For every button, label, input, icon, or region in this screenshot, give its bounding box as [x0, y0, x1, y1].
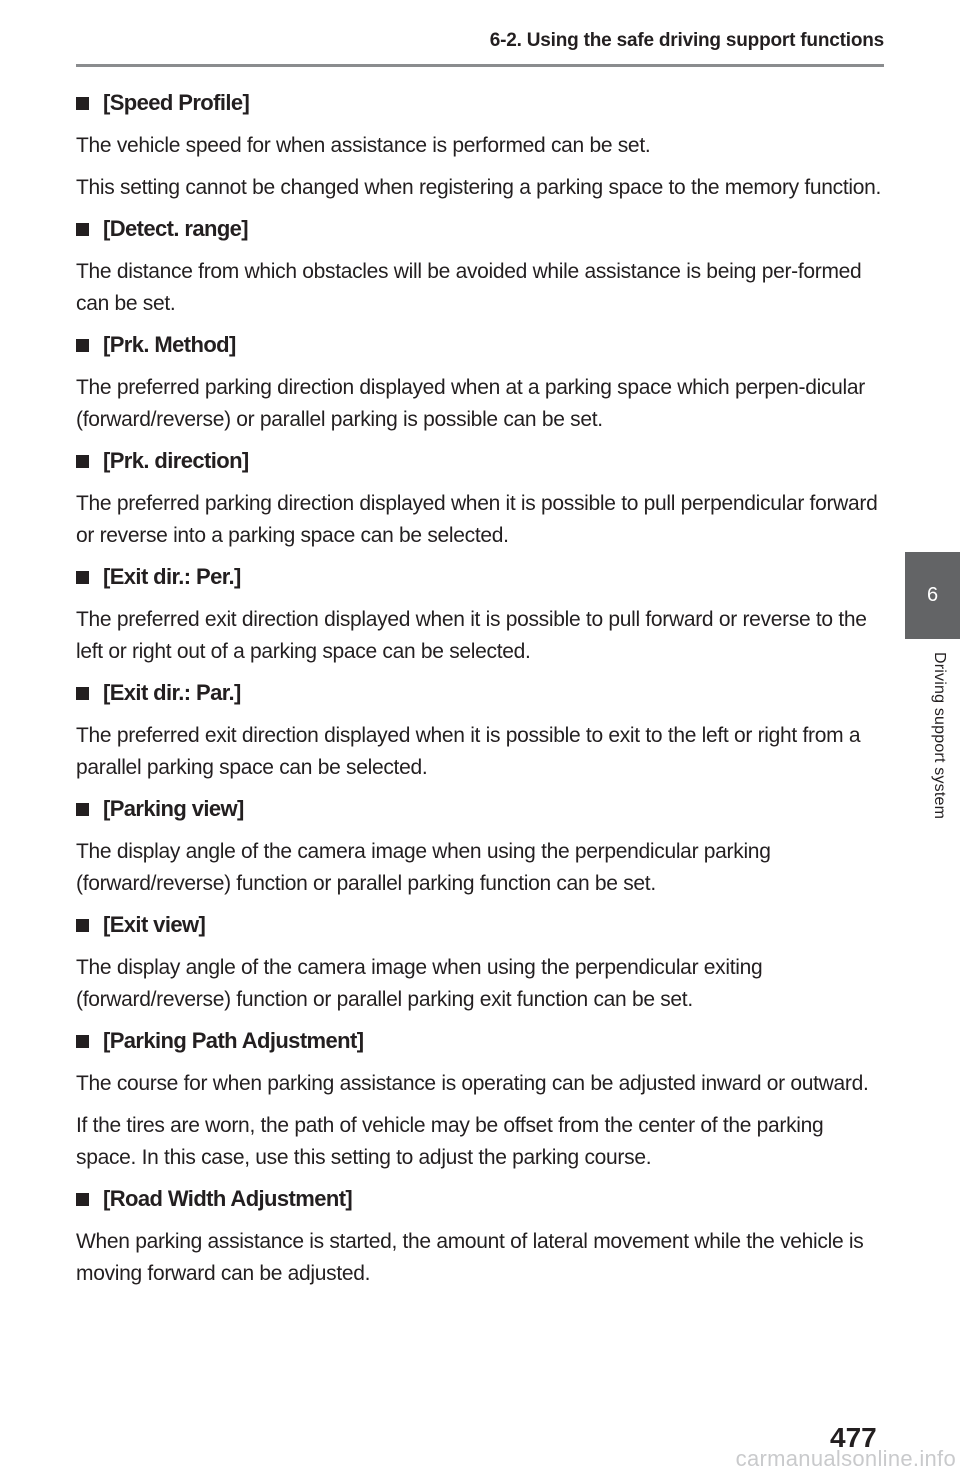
section-exit-dir-per — [76, 562, 886, 668]
paragraph: The display angle of the camera image when using the perpendicular exiting (forward/reverse) function or parallel parking exit function can be set. — [76, 956, 763, 1011]
section-detect-range — [76, 214, 886, 320]
section-exit-view — [76, 910, 886, 1016]
section-heading — [76, 678, 886, 708]
paragraph: The display angle of the camera image when using the perpendicular parking (forward/reverse) function or parallel parking function can be set. — [76, 840, 771, 895]
square-bullet-icon — [76, 339, 89, 352]
section-title: [Exit dir.: Per.] — [103, 564, 241, 589]
paragraph: The preferred exit direction displayed when it is possible to exit to the left or right from a parallel parking space can be selected. — [76, 724, 861, 779]
section-title: [Detect. range] — [103, 216, 249, 241]
watermark: carmanualsonline.info — [735, 1446, 956, 1471]
section-parking-path-adjustment — [76, 1026, 886, 1174]
section-title: [Parking view] — [103, 796, 244, 821]
section-parking-view — [76, 794, 886, 900]
section-heading — [76, 794, 886, 824]
section-prk-direction — [76, 446, 886, 552]
square-bullet-icon — [76, 455, 89, 468]
section-speed-profile — [76, 88, 886, 204]
square-bullet-icon — [76, 571, 89, 584]
section-title: [Exit dir.: Par.] — [103, 680, 241, 705]
chapter-label: Driving support system — [931, 652, 948, 820]
section-prk-method — [76, 330, 886, 436]
chapter-tab — [905, 552, 960, 639]
section-exit-dir-par — [76, 678, 886, 784]
header-rule — [76, 64, 884, 67]
running-header: 6-2. Using the safe driving support functions — [489, 30, 884, 51]
section-heading — [76, 446, 886, 476]
section-heading — [76, 330, 886, 360]
section-title: [Exit view] — [103, 912, 206, 937]
paragraph: The preferred parking direction displayed when it is possible to pull perpendicular forward or reverse into a parking space can be selected. — [76, 492, 878, 547]
square-bullet-icon — [76, 223, 89, 236]
paragraph: This setting cannot be changed when registering a parking space to the memory function. — [76, 176, 882, 199]
paragraph: The course for when parking assistance is operating can be adjusted inward or outward. — [76, 1072, 869, 1095]
section-heading — [76, 910, 886, 940]
square-bullet-icon — [76, 687, 89, 700]
section-heading — [76, 214, 886, 244]
square-bullet-icon — [76, 1193, 89, 1206]
paragraph: The preferred parking direction displayed when at a parking space which perpen-dicular (forward/reverse) or parallel parking is possible can be set. — [76, 376, 865, 431]
section-road-width-adjustment — [76, 1184, 886, 1290]
paragraph: If the tires are worn, the path of vehicle may be offset from the center of the parking space. In this case, use this setting to adjust the parking course. — [76, 1114, 824, 1169]
square-bullet-icon — [76, 1035, 89, 1048]
section-title: [Prk. Method] — [103, 332, 236, 357]
section-heading — [76, 1184, 886, 1214]
section-title: [Speed Profile] — [103, 90, 250, 115]
section-heading — [76, 1026, 886, 1056]
section-heading — [76, 88, 886, 118]
chapter-number: 6 — [926, 584, 939, 606]
paragraph: The distance from which obstacles will be avoided while assistance is being per-formed can be set. — [76, 260, 862, 315]
section-title: [Parking Path Adjustment] — [103, 1028, 364, 1053]
section-title: [Road Width Adjustment] — [103, 1186, 353, 1211]
page-number: 477 — [830, 1422, 877, 1453]
square-bullet-icon — [76, 803, 89, 816]
paragraph: When parking assistance is started, the amount of lateral movement while the vehicle is moving forward can be adjusted. — [76, 1230, 864, 1285]
section-heading — [76, 562, 886, 592]
square-bullet-icon — [76, 97, 89, 110]
section-title: [Prk. direction] — [103, 448, 249, 473]
page-content — [76, 88, 886, 1300]
paragraph: The vehicle speed for when assistance is performed can be set. — [76, 134, 651, 157]
paragraph: The preferred exit direction displayed when it is possible to pull forward or reverse to the left or right out of a parking space can be selected. — [76, 608, 867, 663]
square-bullet-icon — [76, 919, 89, 932]
